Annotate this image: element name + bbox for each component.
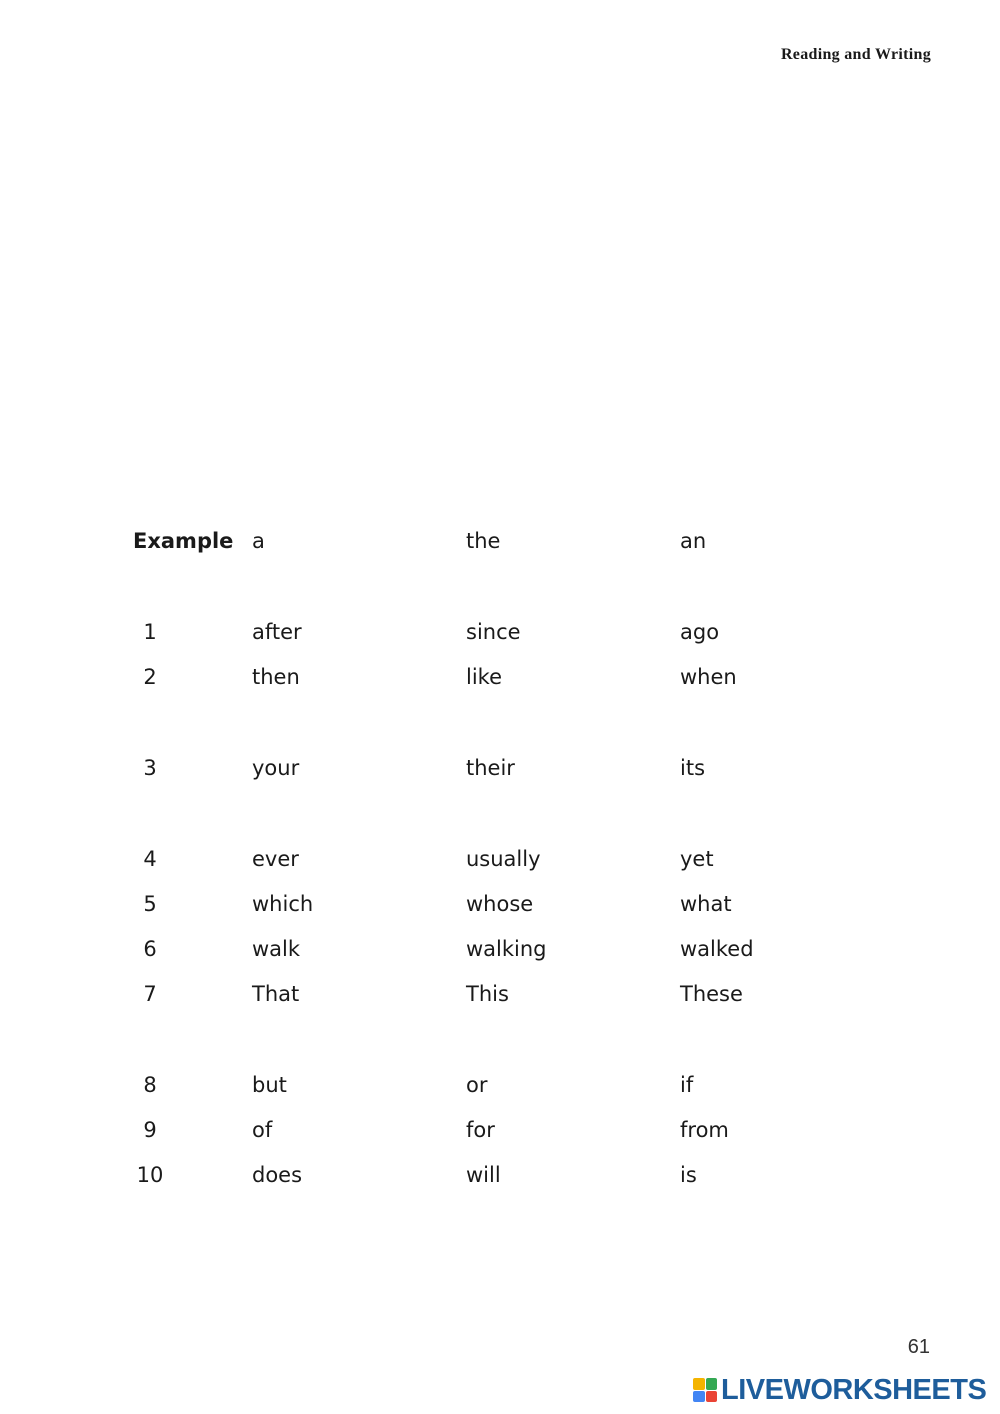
option-c[interactable]: yet [680, 847, 714, 871]
example-row [0, 521, 1000, 561]
option-a[interactable]: ever [252, 847, 299, 871]
option-a[interactable]: then [252, 665, 300, 689]
option-c[interactable]: when [680, 665, 737, 689]
question-row [0, 748, 1000, 788]
question-number: 1 [143, 620, 157, 644]
option-b[interactable]: since [466, 620, 521, 644]
option-a[interactable]: but [252, 1073, 287, 1097]
liveworksheets-logo-icon [693, 1378, 717, 1402]
question-row [0, 974, 1000, 1014]
option-b[interactable]: for [466, 1118, 495, 1142]
option-b[interactable]: walking [466, 937, 547, 961]
question-number: 9 [143, 1118, 157, 1142]
option-c[interactable]: if [680, 1073, 694, 1097]
example-option-a: a [252, 529, 265, 553]
question-number: 3 [143, 756, 157, 780]
option-b[interactable]: This [466, 982, 509, 1006]
question-number: 6 [143, 937, 157, 961]
option-b[interactable]: usually [466, 847, 541, 871]
option-c[interactable]: is [680, 1163, 697, 1187]
option-c[interactable]: These [680, 982, 743, 1006]
option-a[interactable]: which [252, 892, 314, 916]
option-b[interactable]: whose [466, 892, 534, 916]
option-b[interactable]: will [466, 1163, 501, 1187]
option-c[interactable]: ago [680, 620, 720, 644]
liveworksheets-brand-text: LIVEWORKSHEETS [721, 1373, 987, 1406]
option-c[interactable]: what [680, 892, 732, 916]
question-row [0, 1155, 1000, 1195]
question-row [0, 929, 1000, 969]
example-option-c: an [680, 529, 707, 553]
example-label: Example [133, 529, 234, 553]
option-b[interactable]: or [466, 1073, 488, 1097]
option-a[interactable]: of [252, 1118, 273, 1142]
question-number: 2 [143, 665, 157, 689]
question-row [0, 884, 1000, 924]
option-a[interactable]: does [252, 1163, 303, 1187]
question-row [0, 839, 1000, 879]
option-c[interactable]: from [680, 1118, 729, 1142]
question-number: 10 [136, 1163, 164, 1187]
option-a[interactable]: walk [252, 937, 301, 961]
question-number: 5 [143, 892, 157, 916]
option-a[interactable]: That [252, 982, 300, 1006]
question-row [0, 657, 1000, 697]
question-number: 4 [143, 847, 157, 871]
question-number: 7 [143, 982, 157, 1006]
question-row [0, 612, 1000, 652]
option-c[interactable]: its [680, 756, 706, 780]
question-row [0, 1065, 1000, 1105]
example-option-b: the [466, 529, 501, 553]
question-number: 8 [143, 1073, 157, 1097]
option-a[interactable]: your [252, 756, 300, 780]
option-b[interactable]: like [466, 665, 503, 689]
page-header-title: Reading and Writing [780, 46, 931, 63]
liveworksheets-logo [693, 1373, 986, 1407]
option-a[interactable]: after [252, 620, 302, 644]
question-row [0, 1110, 1000, 1150]
option-c[interactable]: walked [680, 937, 754, 961]
option-b[interactable]: their [466, 756, 515, 780]
page-number: 61 [907, 1336, 930, 1358]
